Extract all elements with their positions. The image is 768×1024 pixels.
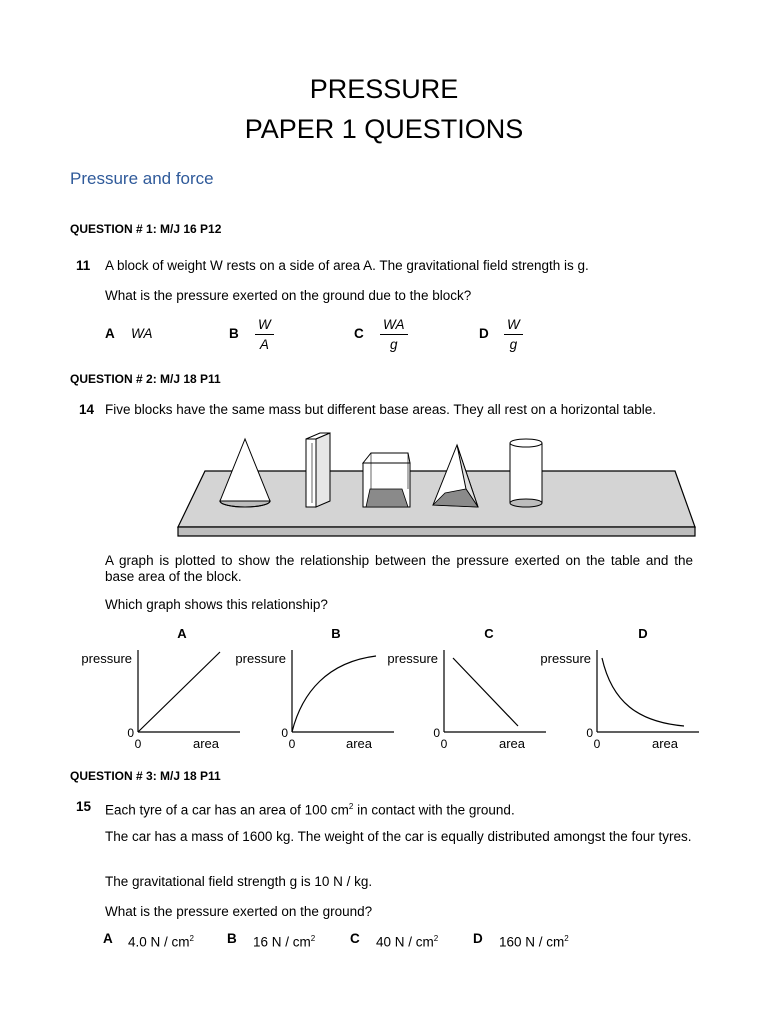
q3-option-b-letter: B [227,931,237,946]
q1-option-c-letter: C [354,326,364,341]
q3-option-d-letter: D [473,931,483,946]
q3-option-c-letter: C [350,931,360,946]
graph-c-origin-y: 0 [433,726,440,740]
question-3-question: What is the pressure exerted on the ground? [105,904,373,919]
graph-d-curve [602,658,684,726]
graph-d-origin-x: 0 [593,737,601,751]
graph-c-ylabel: pressure [387,651,438,666]
blocks-on-table-figure [170,425,700,540]
question-1-question: What is the pressure exerted on the ground due to the block? [105,288,472,303]
graph-d-ylabel: pressure [540,651,591,666]
q3-option-a-letter: A [103,931,113,946]
q1-option-d-fraction [504,317,523,352]
question-1-heading: QUESTION # 1: M/J 16 P12 [70,222,222,236]
graph-d [540,626,699,751]
q3-line1-end: in contact with the ground. [353,802,515,818]
graph-b [235,626,394,751]
question-2-paragraph: A graph is plotted to show the relationship between the pressure exerted on the table and the base area of the block. [105,553,693,584]
q1-option-d-numerator: W [504,317,523,335]
table-edge [178,527,695,536]
question-3-line3: The gravitational field strength g is 10 N / kg. [105,874,373,889]
page-title: PRESSURE [309,74,459,104]
q3-option-c-value: 40 N / $cm^2$ [376,934,439,950]
graph-a-origin-x: 0 [134,737,142,751]
question-3-number: 15 [76,799,92,814]
graph-c-origin-x: 0 [440,737,448,751]
q1-option-b-numerator: W [255,317,274,335]
tall-prism-block [306,433,330,507]
section-heading: Pressure and force [70,169,214,188]
q1-option-b-fraction [255,317,274,352]
graph-b-ylabel: pressure [235,651,286,666]
q1-option-c-denominator: g [390,337,398,352]
question-1-stem [105,258,705,274]
q1-option-c-fraction [380,317,408,352]
question-3-heading: QUESTION # 3: M/J 18 P11 [70,769,221,783]
q3-line1-text: Each tyre of a car has an area of 100 cm [105,802,349,818]
question-2-number: 14 [79,402,95,417]
graph-b-xlabel: area [345,736,373,751]
graph-a-xlabel: area [192,736,220,751]
question-3-options [103,931,623,951]
graph-c [387,626,546,751]
graph-options-figure [70,622,710,757]
graph-a-letter: A [177,626,187,641]
graph-b-letter: B [331,626,341,641]
graph-a-ylabel: pressure [81,651,132,666]
graph-b-origin-x: 0 [288,737,296,751]
q3-option-b-value: 16 N / $cm^2$ [253,934,316,950]
graph-d-letter: D [638,626,648,641]
q1-option-b-denominator: A [259,337,269,352]
graph-a-origin-y: 0 [127,726,134,740]
question-3-line1 [105,799,515,819]
graph-c-letter: C [484,626,494,641]
q3-option-d-value: 160 N / $cm^2$ [499,934,569,950]
q1-option-c-numerator: WA [380,317,408,335]
question-1-number: 11 [76,258,91,273]
cylinder-block [510,439,542,507]
q1-option-b-letter: B [229,326,239,341]
graph-a [81,626,240,751]
q1-option-a-value: WA [131,326,153,341]
graph-b-origin-y: 0 [281,726,288,740]
q3-line1-sup: 2 [348,802,354,811]
question-3-line2: The car has a mass of 1600 kg. The weight of the car is equally distributed amongst the four tyres. [105,829,692,844]
q1-option-d-letter: D [479,326,489,341]
graph-c-curve [453,658,518,726]
graph-c-xlabel: area [498,736,526,751]
question-2-stem: Five blocks have the same mass but different base areas. They all rest on a horizontal table. [105,402,657,417]
question-1-stem-text: A block of weight W rests on a side of area A. The gravitational field strength is g. [105,258,589,273]
q1-option-d-denominator: g [509,337,518,352]
q1-option-a-letter: A [105,326,115,341]
q3-option-a-value: 4.0 N / $cm^2$ [128,934,194,950]
question-2-question: Which graph shows this relationship? [105,597,328,612]
page-subtitle: PAPER 1 QUESTIONS [244,114,524,144]
graph-d-xlabel: area [651,736,679,751]
question-2-heading: QUESTION # 2: M/J 18 P11 [70,372,221,386]
graph-a-curve [138,652,220,732]
cube-block [363,453,410,507]
graph-d-origin-y: 0 [586,726,593,740]
graph-b-curve [292,656,376,732]
